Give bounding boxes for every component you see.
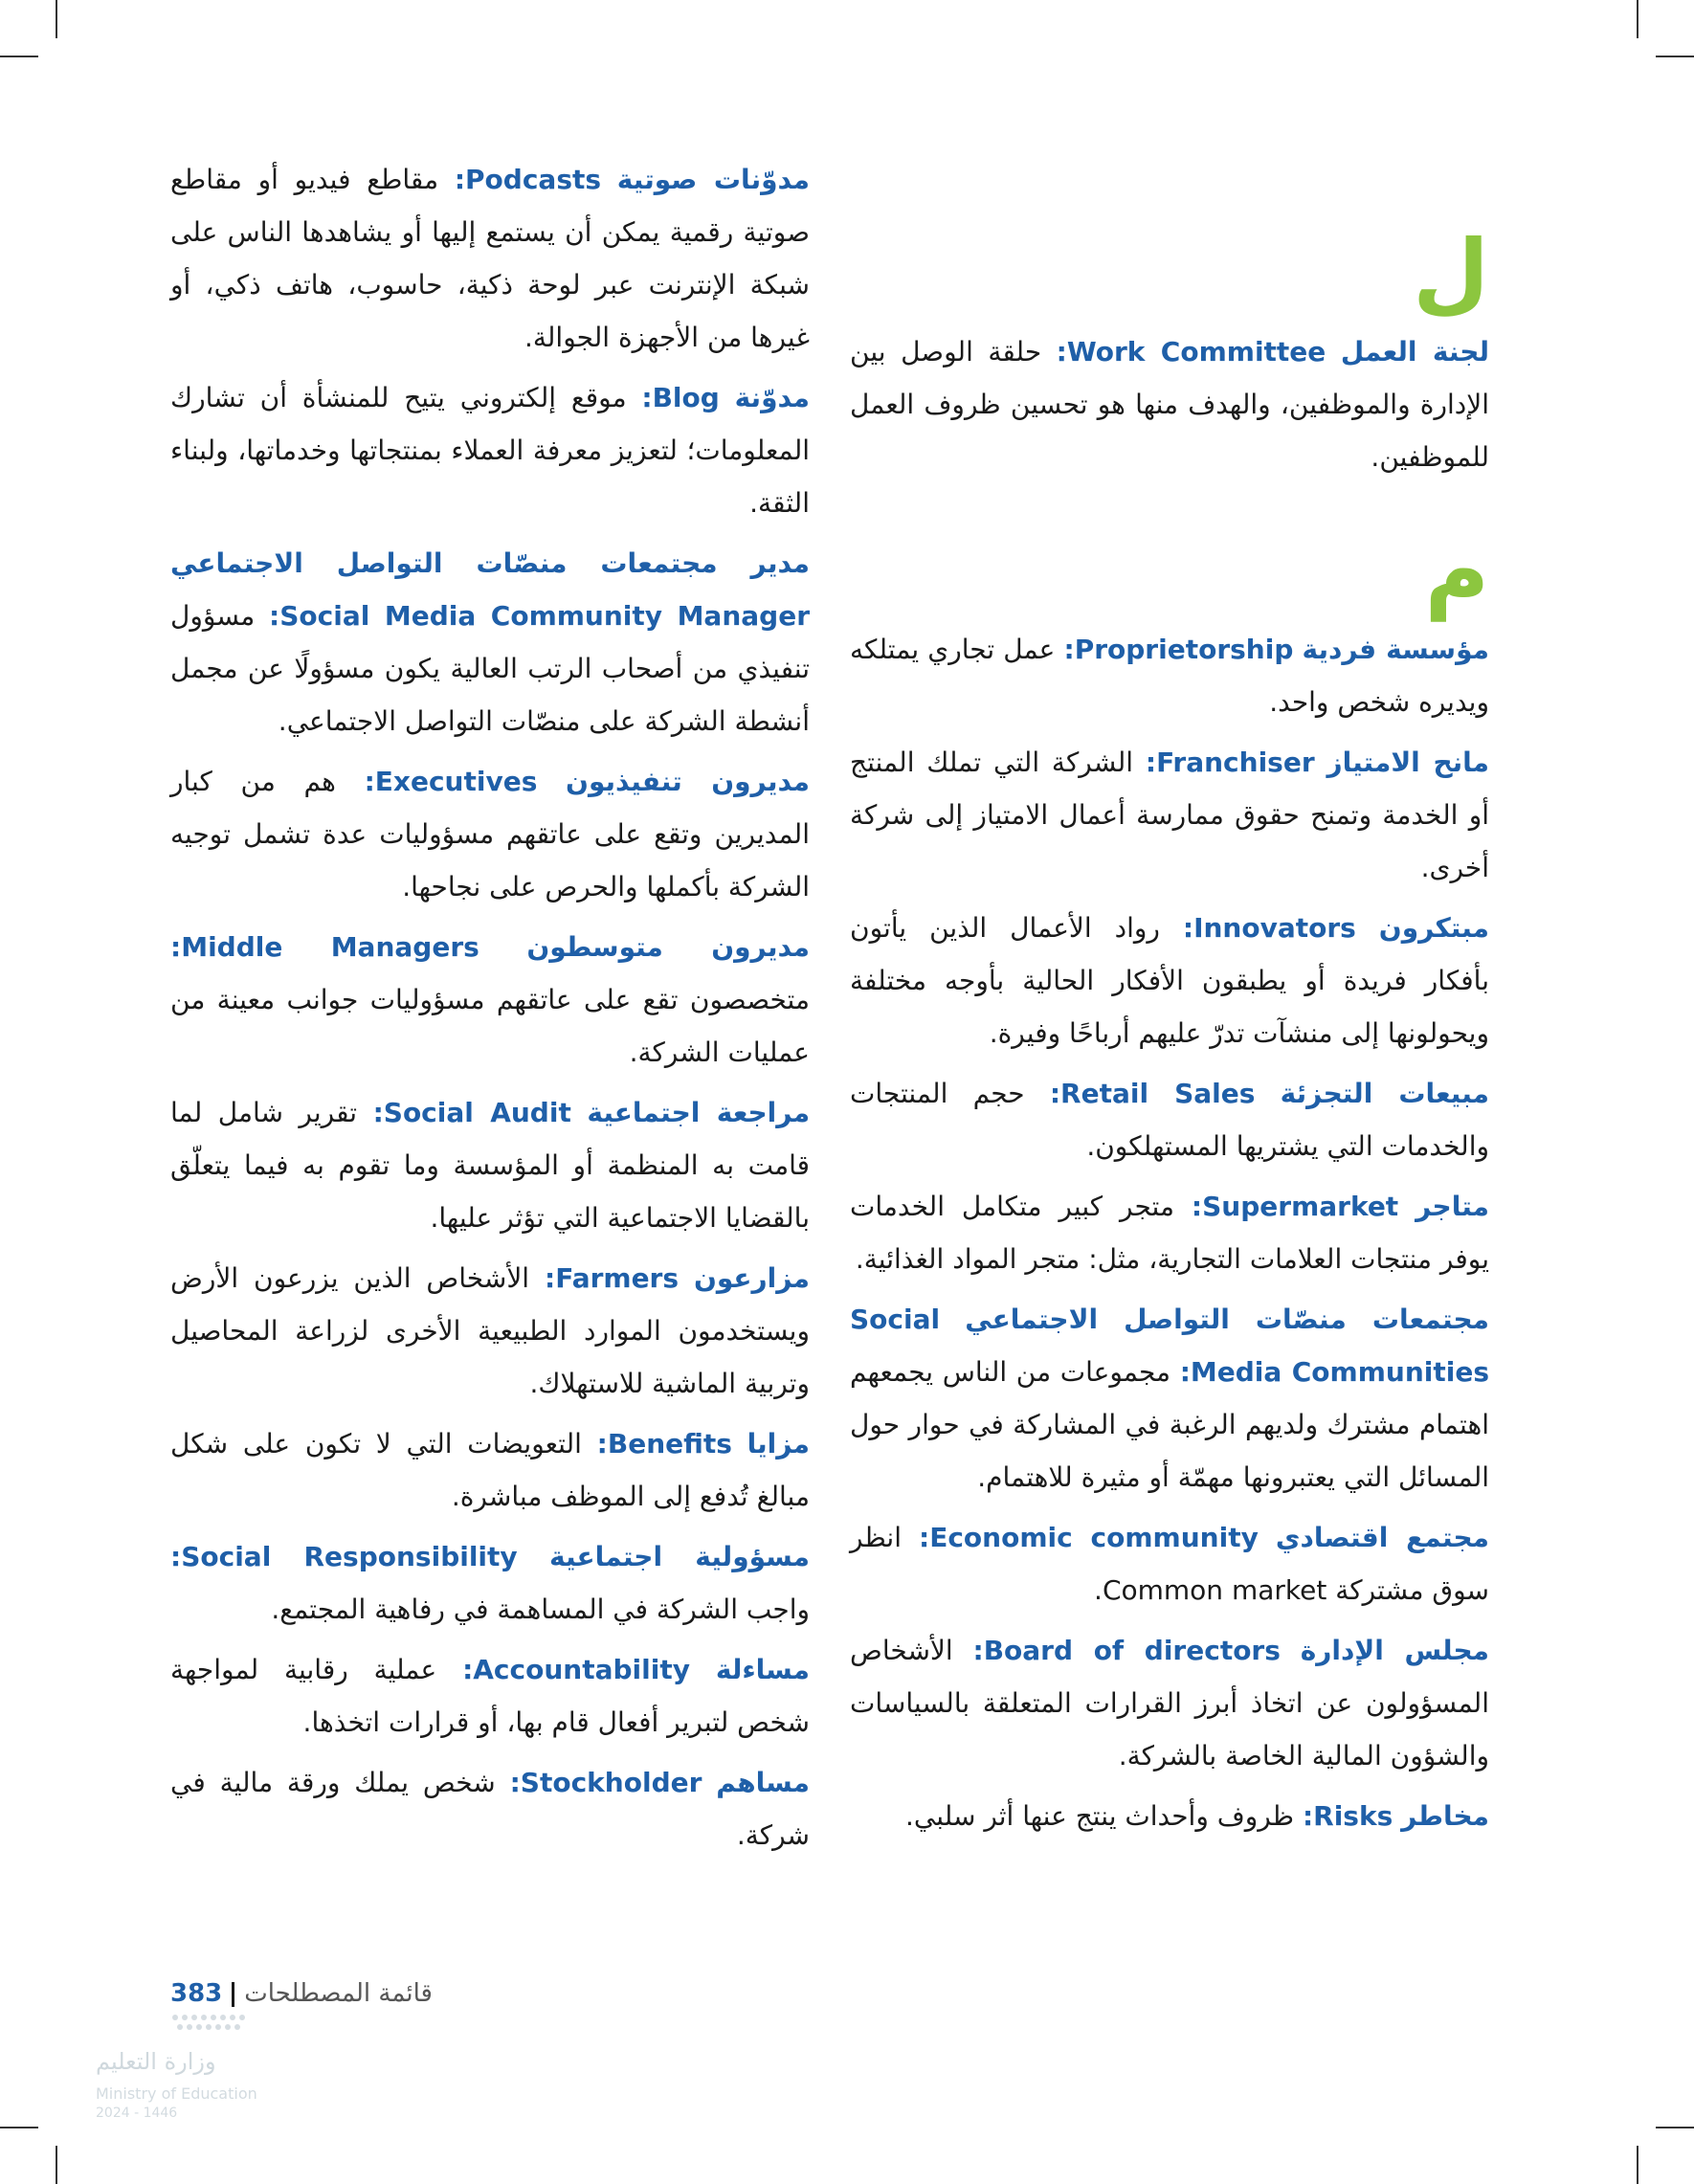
- entry-english: Middle Managers: [181, 931, 479, 963]
- entry-term: مساءلة: [715, 1654, 811, 1685]
- glossary-entry: مديرون متوسطون Middle Managers: متخصصون تقع على عاتقهم مسؤوليات جوانب معينة من عمليات الشركة.: [170, 931, 810, 1068]
- entry-definition: متجر كبير متكامل الخدمات يوفر منتجات العلامات التجارية، مثل: متجر المواد الغذائية.: [850, 1191, 1489, 1275]
- entry-english: Retail Sales: [1060, 1078, 1256, 1109]
- crop-mark: [56, 0, 57, 38]
- edition-year: 2024 - 1446: [96, 2106, 178, 2121]
- page-number: 383: [170, 1979, 223, 2008]
- entry-english: Risks: [1313, 1800, 1393, 1832]
- glossary-entry: مراجعة اجتماعية Social Audit: تقرير شامل لما قامت به المنظمة أو المؤسسة وما تقوم به فيما يتعلّق بالقضايا الاجتماعية التي تؤثر عليها.: [170, 1097, 811, 1234]
- entry-english: Board of directors: [983, 1635, 1281, 1666]
- entry-term: مبتكرون: [1378, 912, 1489, 944]
- entry-term: مخاطر: [1401, 1800, 1489, 1832]
- entry-term: متاجر: [1415, 1191, 1490, 1222]
- entry-term: مزايا: [747, 1428, 811, 1460]
- glossary-right-column: [850, 220, 1489, 1850]
- page-footer: [170, 1979, 433, 2008]
- entry-definition: الشركة التي تملك المنتج أو الخدمة وتمنح حقوق ممارسة أعمال الامتياز إلى شركة أخرى.: [850, 747, 1489, 883]
- entry-term: مديرون تنفيذيون: [566, 766, 810, 797]
- entry-english: Proprietorship: [1074, 634, 1294, 665]
- entry-definition: عملية رقابية لمواجهة شخص لتبرير أفعال قام بها، أو قرارات اتخذها.: [170, 1654, 810, 1738]
- entry-english: Work Committee: [1066, 336, 1326, 368]
- glossary-entry: مزايا Benefits: التعويضات التي لا تكون على شكل مبالغ تُدفع إلى الموظف مباشرة.: [170, 1428, 811, 1512]
- entry-term: مساهم: [716, 1767, 810, 1798]
- crop-mark: [0, 56, 38, 57]
- glossary-entry: مجتمعات منصّات التواصل الاجتماعي Social Media Communities: مجموعات من الناس يجمعهم اهتمام مشترك ولديهم الرغبة في المشاركة في حوار حول المسائل التي يعتبرونها مهمّة أو مثيرة للاهتمام.: [850, 1304, 1489, 1493]
- crop-mark: [1656, 56, 1694, 57]
- entry-term: مديرون متوسطون: [526, 931, 810, 963]
- entry-term: مدوّنات صوتية: [616, 164, 810, 195]
- entry-english: Podcasts: [465, 164, 602, 195]
- glossary-entry: مجتمع اقتصادي Economic community: انظر سوق مشتركة Common market.: [850, 1522, 1490, 1606]
- entry-english: Social Media Community Manager: [279, 600, 810, 632]
- glossary-entry: مجلس الإدارة Board of directors: الأشخاص المسؤولون عن اتخاذ أبرز القرارات المتعلقة بالسياسات والشؤون المالية الخاصة بالشركة.: [850, 1635, 1490, 1772]
- glossary-entry: مانح الامتياز Franchiser: الشركة التي تملك المنتج أو الخدمة وتمنح حقوق ممارسة أعمال الامتياز إلى شركة أخرى.: [850, 747, 1489, 883]
- crop-mark: [1656, 2127, 1694, 2128]
- glossary-entry: مساءلة Accountability: عملية رقابية لمواجهة شخص لتبرير أفعال قام بها، أو قرارات اتخذها.: [170, 1654, 811, 1738]
- entry-english: Innovators: [1193, 912, 1356, 944]
- entry-term: مسؤولية اجتماعية: [549, 1541, 810, 1572]
- glossary-entry: مبتكرون Innovators: رواد الأعمال الذين يأتون بأفكار فريدة أو يطبقون الأفكار الحالية بأوجه مختلفة ويحولونها إلى منشآت تدرّ عليهم أرباحًا وفيرة.: [850, 912, 1489, 1049]
- entry-definition: مقاطع فيديو أو مقاطع صوتية رقمية يمكن أن يستمع إليها أو يشاهدها الناس على شبكة الإنترنت عبر لوحة ذكية، حاسوب، هاتف ذكي، أو غيرها من الأجهزة الجوالة.: [170, 164, 810, 353]
- entry-english: Franchiser: [1156, 747, 1315, 778]
- entry-english: Benefits: [607, 1428, 732, 1460]
- entry-english: Accountability: [473, 1654, 690, 1685]
- entry-term: مانح الامتياز: [1326, 747, 1489, 778]
- entry-definition: واجب الشركة في المساهمة في رفاهية المجتمع.: [271, 1593, 810, 1625]
- entry-definition: هم من كبار المديرين وتقع على عاتقهم مسؤوليات عدة تشمل توجيه الشركة بأكملها والحرص على نجاحها.: [170, 766, 810, 903]
- entry-term: مزارعون: [693, 1262, 811, 1294]
- divider: [232, 1982, 234, 2007]
- glossary-entry: مديرون تنفيذيون Executives: هم من كبار المديرين وتقع على عاتقهم مسؤوليات عدة تشمل توجيه الشركة بأكملها والحرص على نجاحها.: [170, 766, 810, 903]
- entry-term: مبيعات التجزئة: [1280, 1078, 1490, 1109]
- entry-definition: الأشخاص الذين يزرعون الأرض ويستخدمون الموارد الطبيعية الأخرى لزراعة المحاصيل وتربية الماشية للاستهلاك.: [170, 1262, 810, 1399]
- entry-term: مؤسسة فردية: [1302, 634, 1489, 665]
- section-title: قائمة المصطلحات: [244, 1979, 433, 2008]
- entry-definition: عمل تجاري يمتلكه ويديره شخص واحد.: [850, 634, 1489, 718]
- entry-english: Farmers: [555, 1262, 680, 1294]
- entry-definition: موقع إلكتروني يتيح للمنشأة أن تشارك المعلومات؛ لتعزيز معرفة العملاء بمنتجاتها وخدماتها، ولبناء الثقة.: [170, 382, 810, 519]
- crop-mark: [0, 2127, 38, 2128]
- entry-definition: رواد الأعمال الذين يأتون بأفكار فريدة أو يطبقون الأفكار الحالية بأوجه مختلفة ويحولونها إلى منشآت تدرّ عليهم أرباحًا وفيرة.: [850, 912, 1489, 1049]
- entry-english: Social Audit: [383, 1097, 571, 1128]
- entry-definition: ظروف وأحداث ينتج عنها أثر سلبي.: [905, 1800, 1295, 1832]
- crop-mark: [1637, 0, 1638, 38]
- entry-definition: الأشخاص المسؤولون عن اتخاذ أبرز القرارات المتعلقة بالسياسات والشؤون المالية الخاصة بالشركة.: [850, 1635, 1489, 1772]
- entry-english: Social Responsibility: [181, 1541, 518, 1572]
- entry-term: مراجعة اجتماعية: [587, 1097, 811, 1128]
- entry-term: مدوّنة: [734, 382, 810, 413]
- entry-term: مجتمع اقتصادي: [1275, 1522, 1490, 1553]
- entry-definition: مسؤول تنفيذي من أصحاب الرتب العالية يكون مسؤولًا عن مجمل أنشطة الشركة على منصّات التواصل الاجتماعي.: [170, 600, 810, 737]
- entry-term: مجتمعات منصّات التواصل الاجتماعي: [965, 1304, 1489, 1335]
- crop-mark: [56, 2146, 57, 2184]
- ministry-logo: [96, 2010, 306, 2125]
- entry-english: Stockholder: [520, 1767, 702, 1798]
- dots-icon: [170, 2010, 285, 2039]
- entry-term: مجلس الإدارة: [1300, 1635, 1490, 1666]
- crop-mark: [1637, 2146, 1638, 2184]
- entry-english: Blog: [652, 382, 720, 413]
- section-letter: ل: [1413, 221, 1489, 323]
- glossary-entry: مؤسسة فردية Proprietorship: عمل تجاري يمتلكه ويديره شخص واحد.: [850, 634, 1489, 718]
- entry-english: Social Media Communities: [850, 1304, 1489, 1388]
- entry-definition: التعويضات التي لا تكون على شكل مبالغ تُدفع إلى الموظف مباشرة.: [170, 1428, 810, 1512]
- entry-definition: انظر سوق مشتركة Common market.: [850, 1522, 1489, 1606]
- ministry-name-english: Ministry of Education: [96, 2084, 257, 2103]
- glossary-entry: مزارعون Farmers: الأشخاص الذين يزرعون الأرض ويستخدمون الموارد الطبيعية الأخرى لزراعة المحاصيل وتربية الماشية للاستهلاك.: [170, 1262, 811, 1399]
- entry-definition: متخصصون تقع على عاتقهم مسؤوليات جوانب معينة من عمليات الشركة.: [170, 984, 810, 1068]
- entry-definition: حلقة الوصل بين الإدارة والموظفين، والهدف منها هو تحسين ظروف العمل للموظفين.: [850, 336, 1489, 473]
- glossary-entry: لجنة العمل Work Committee: حلقة الوصل بين الإدارة والموظفين، والهدف منها هو تحسين ظروف العمل للموظفين.: [850, 336, 1489, 473]
- glossary-entry: مخاطر Risks: ظروف وأحداث ينتج عنها أثر سلبي.: [905, 1800, 1489, 1832]
- glossary-entry: مدوّنات صوتية Podcasts: مقاطع فيديو أو مقاطع صوتية رقمية يمكن أن يستمع إليها أو يشاهدها الناس على شبكة الإنترنت عبر لوحة ذكية، حاسوب، هاتف ذكي، أو غيرها من الأجهزة الجوالة.: [170, 164, 810, 353]
- entry-term: لجنة العمل: [1340, 336, 1489, 368]
- entry-term: مدير مجتمعات منصّات التواصل الاجتماعي: [170, 547, 810, 579]
- glossary-entry: مساهم Stockholder: شخص يملك ورقة مالية في شركة.: [170, 1767, 810, 1851]
- ministry-name: وزارة التعليم: [96, 2048, 216, 2075]
- entry-definition: حجم المنتجات والخدمات التي يشتريها المستهلكون.: [850, 1078, 1489, 1162]
- entry-english: Supermarket: [1202, 1191, 1399, 1222]
- entry-definition: تقرير شامل لما قامت به المنظمة أو المؤسسة وما تقوم به فيما يتعلّق بالقضايا الاجتماعية التي تؤثر عليها.: [170, 1097, 810, 1234]
- glossary-left-column: [170, 153, 810, 1869]
- glossary-entry: مدوّنة Blog: موقع إلكتروني يتيح للمنشأة أن تشارك المعلومات؛ لتعزيز معرفة العملاء بمنتجاتها وخدماتها، ولبناء الثقة.: [170, 382, 810, 519]
- entry-english: Executives: [374, 766, 538, 797]
- entry-definition: مجموعات من الناس يجمعهم اهتمام مشترك ولديهم الرغبة في المشاركة في حوار حول المسائل التي يعتبرونها مهمّة أو مثيرة للاهتمام.: [850, 1356, 1489, 1493]
- glossary-entry: مسؤولية اجتماعية Social Responsibility: واجب الشركة في المساهمة في رفاهية المجتمع.: [170, 1541, 810, 1625]
- section-letter: م: [1424, 519, 1489, 621]
- entry-definition: شخص يملك ورقة مالية في شركة.: [170, 1767, 810, 1851]
- entry-english: Economic community: [929, 1522, 1259, 1553]
- glossary-entry: مبيعات التجزئة Retail Sales: حجم المنتجات والخدمات التي يشتريها المستهلكون.: [850, 1078, 1490, 1162]
- glossary-entry: مدير مجتمعات منصّات التواصل الاجتماعي Social Media Community Manager: مسؤول تنفيذي من أصحاب الرتب العالية يكون مسؤولًا عن مجمل أنشطة الشركة على منصّات التواصل الاجتماعي.: [170, 547, 810, 737]
- glossary-entry: متاجر Supermarket: متجر كبير متكامل الخدمات يوفر منتجات العلامات التجارية، مثل: متجر المواد الغذائية.: [850, 1191, 1490, 1275]
